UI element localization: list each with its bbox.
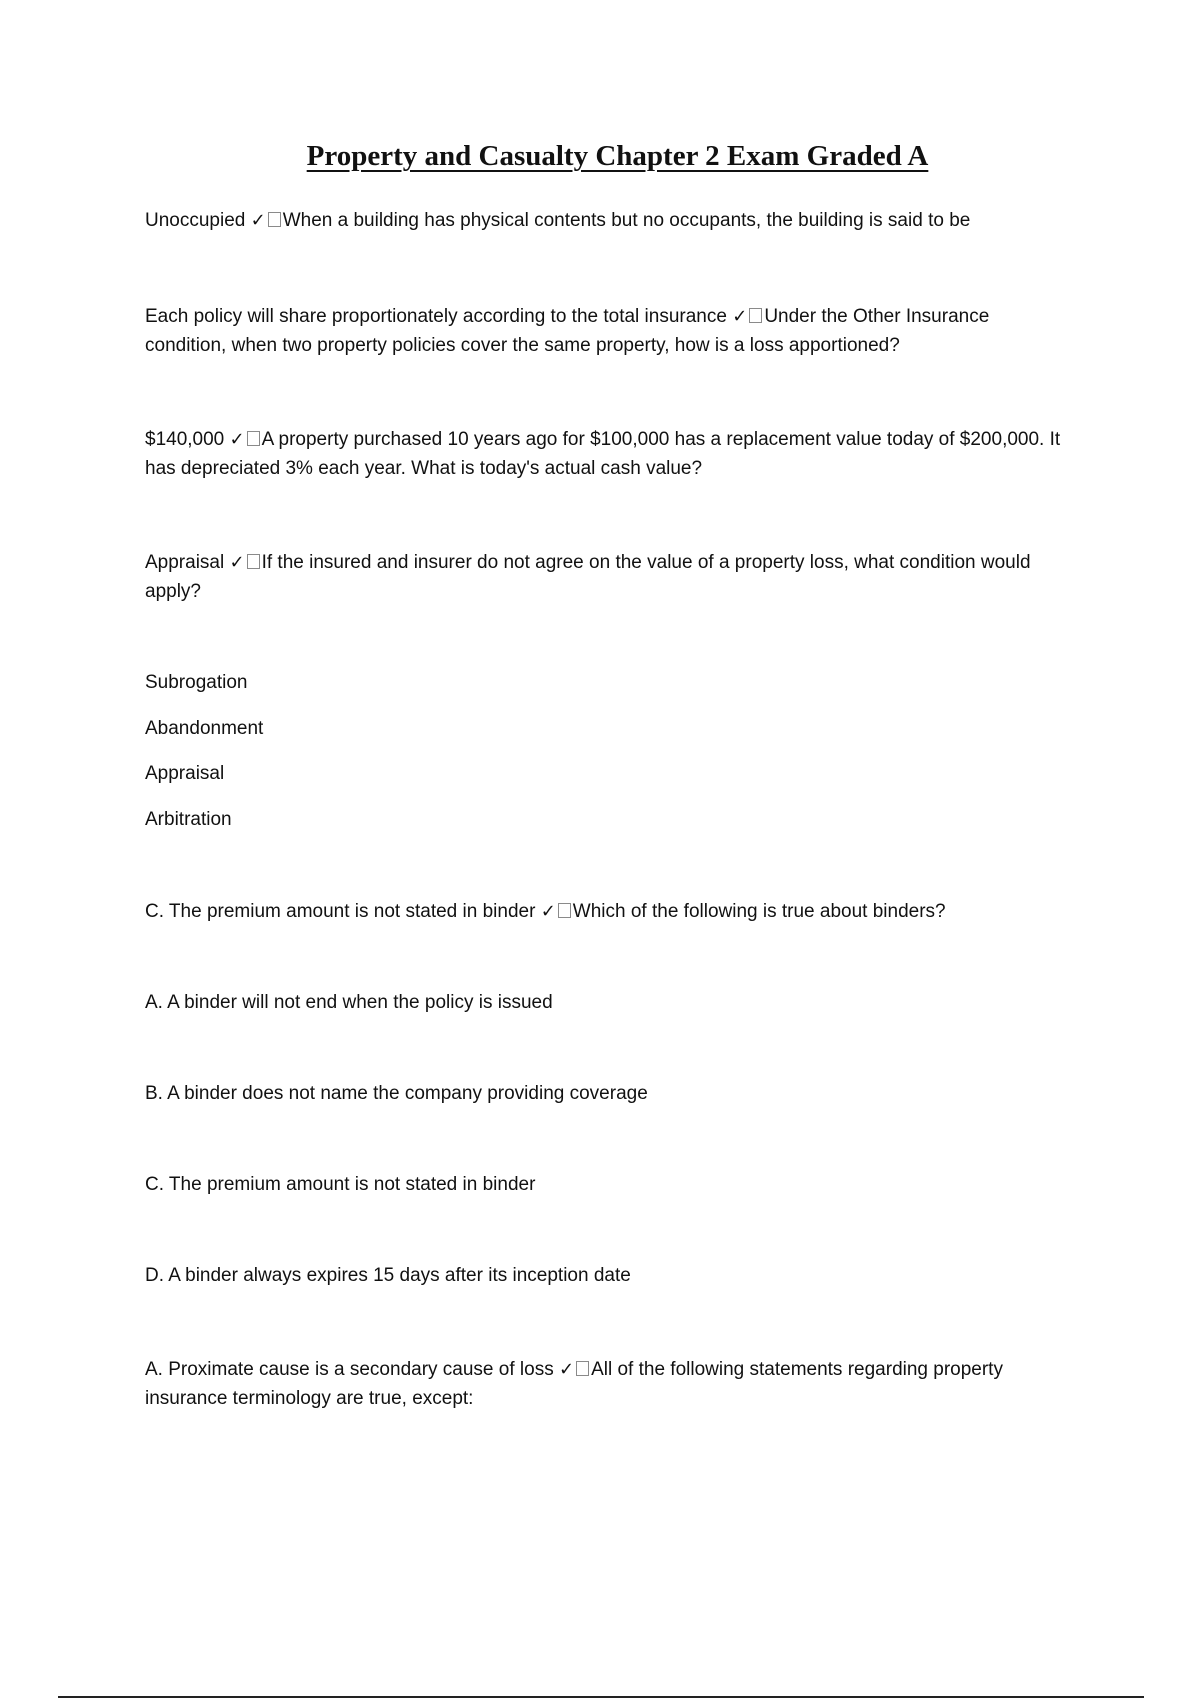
option-binder-a: A. A binder will not end when the policy is issued [145, 992, 553, 1013]
option-binder-d: D. A binder always expires 15 days after its inception date [145, 1265, 631, 1286]
qa-item-2 [145, 302, 1075, 360]
answer-text: Appraisal [145, 552, 225, 573]
qa-item-4 [145, 548, 1075, 606]
answer-text: A. Proximate cause is a secondary cause of loss [145, 1359, 554, 1380]
option-arbitration: Arbitration [145, 809, 232, 830]
qa-item-6 [145, 1355, 1075, 1413]
checkmark-icon: ✓ [250, 210, 266, 231]
question-text: Which of the following is true about binders? [572, 901, 946, 922]
option-subrogation: Subrogation [145, 672, 248, 693]
checkmark-icon: ✓ [732, 306, 748, 327]
answer-text: C. The premium amount is not stated in binder [145, 901, 536, 922]
question-text: When a building has physical contents but no occupants, the building is said to be [282, 210, 971, 231]
footer-rule [58, 1696, 1144, 1698]
box-icon [558, 903, 571, 918]
box-icon [247, 431, 260, 446]
document-title: Property and Casualty Chapter 2 Exam Graded A [306, 140, 929, 172]
answer-text: $140,000 [145, 429, 225, 450]
option-abandonment: Abandonment [145, 718, 264, 739]
checkmark-icon: ✓ [558, 1359, 575, 1380]
option-binder-c: C. The premium amount is not stated in binder [145, 1174, 536, 1195]
box-icon [749, 308, 762, 323]
box-icon [247, 554, 260, 569]
question-text: If the insured and insurer do not agree on the value of a property loss, what condition would apply? [145, 552, 1031, 602]
qa-item-1 [145, 206, 1075, 235]
option-appraisal: Appraisal [145, 763, 225, 784]
answer-text: Unoccupied [145, 210, 246, 231]
checkmark-icon: ✓ [540, 901, 556, 922]
box-icon [268, 212, 281, 227]
checkmark-icon: ✓ [229, 429, 245, 450]
checkmark-icon: ✓ [229, 552, 245, 573]
box-icon [576, 1361, 589, 1376]
qa-item-3 [145, 425, 1075, 483]
question-text: A property purchased 10 years ago for $100,000 has a replacement value today of $200,000. It has depreciated 3% each year. What is today's actual cash value? [145, 429, 1061, 479]
question-text: Under the Other Insurance condition, when two property policies cover the same property, how is a loss apportioned? [145, 306, 990, 356]
qa-item-5 [145, 897, 1075, 926]
answer-text: Each policy will share proportionately according to the total insurance [145, 306, 727, 327]
option-binder-b: B. A binder does not name the company providing coverage [145, 1083, 648, 1104]
question-text: All of the following statements regarding property insurance terminology are true, except: [145, 1359, 1003, 1409]
